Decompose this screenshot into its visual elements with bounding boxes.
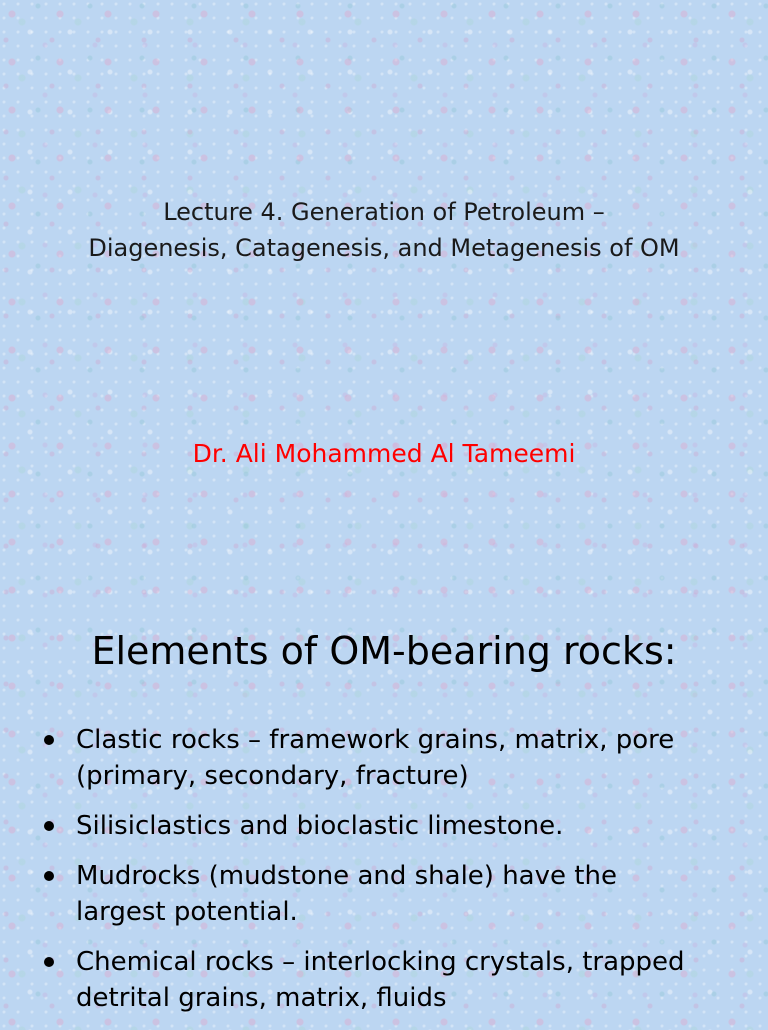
content-slide <box>0 512 768 1024</box>
bullet-list <box>0 722 768 1030</box>
bullet-dot-icon <box>44 957 54 967</box>
bullet-dot-icon <box>44 821 54 831</box>
bullet-item <box>0 722 768 794</box>
author-name: Dr. Ali Mohammed Al Tameemi <box>192 439 576 468</box>
lecture-title-line-2: Diagenesis, Catagenesis, and Metagenesis of OM <box>88 234 680 262</box>
bullet-item <box>0 808 768 844</box>
bullet-line: Mudrocks (mudstone and shale) have the <box>76 861 617 891</box>
bullet-item <box>0 858 768 930</box>
lecture-title <box>0 194 768 266</box>
bullet-item <box>0 944 768 1016</box>
bullet-line: (primary, secondary, fracture) <box>76 761 469 791</box>
bullet-line: Clastic rocks – framework grains, matrix, pore <box>76 725 675 755</box>
slide-heading: Elements of OM-bearing rocks: <box>91 629 677 673</box>
title-slide <box>0 0 768 512</box>
bullet-dot-icon <box>44 735 54 745</box>
bullet-line: detrital grains, matrix, fluids <box>76 983 447 1013</box>
lecture-title-line-1: Lecture 4. Generation of Petroleum – <box>163 198 605 226</box>
bullet-line: Silisiclastics and bioclastic limestone. <box>76 811 564 841</box>
bullet-line: Chemical rocks – interlocking crystals, trapped <box>76 947 685 977</box>
bullet-line: largest potential. <box>76 897 298 927</box>
bullet-dot-icon <box>44 871 54 881</box>
